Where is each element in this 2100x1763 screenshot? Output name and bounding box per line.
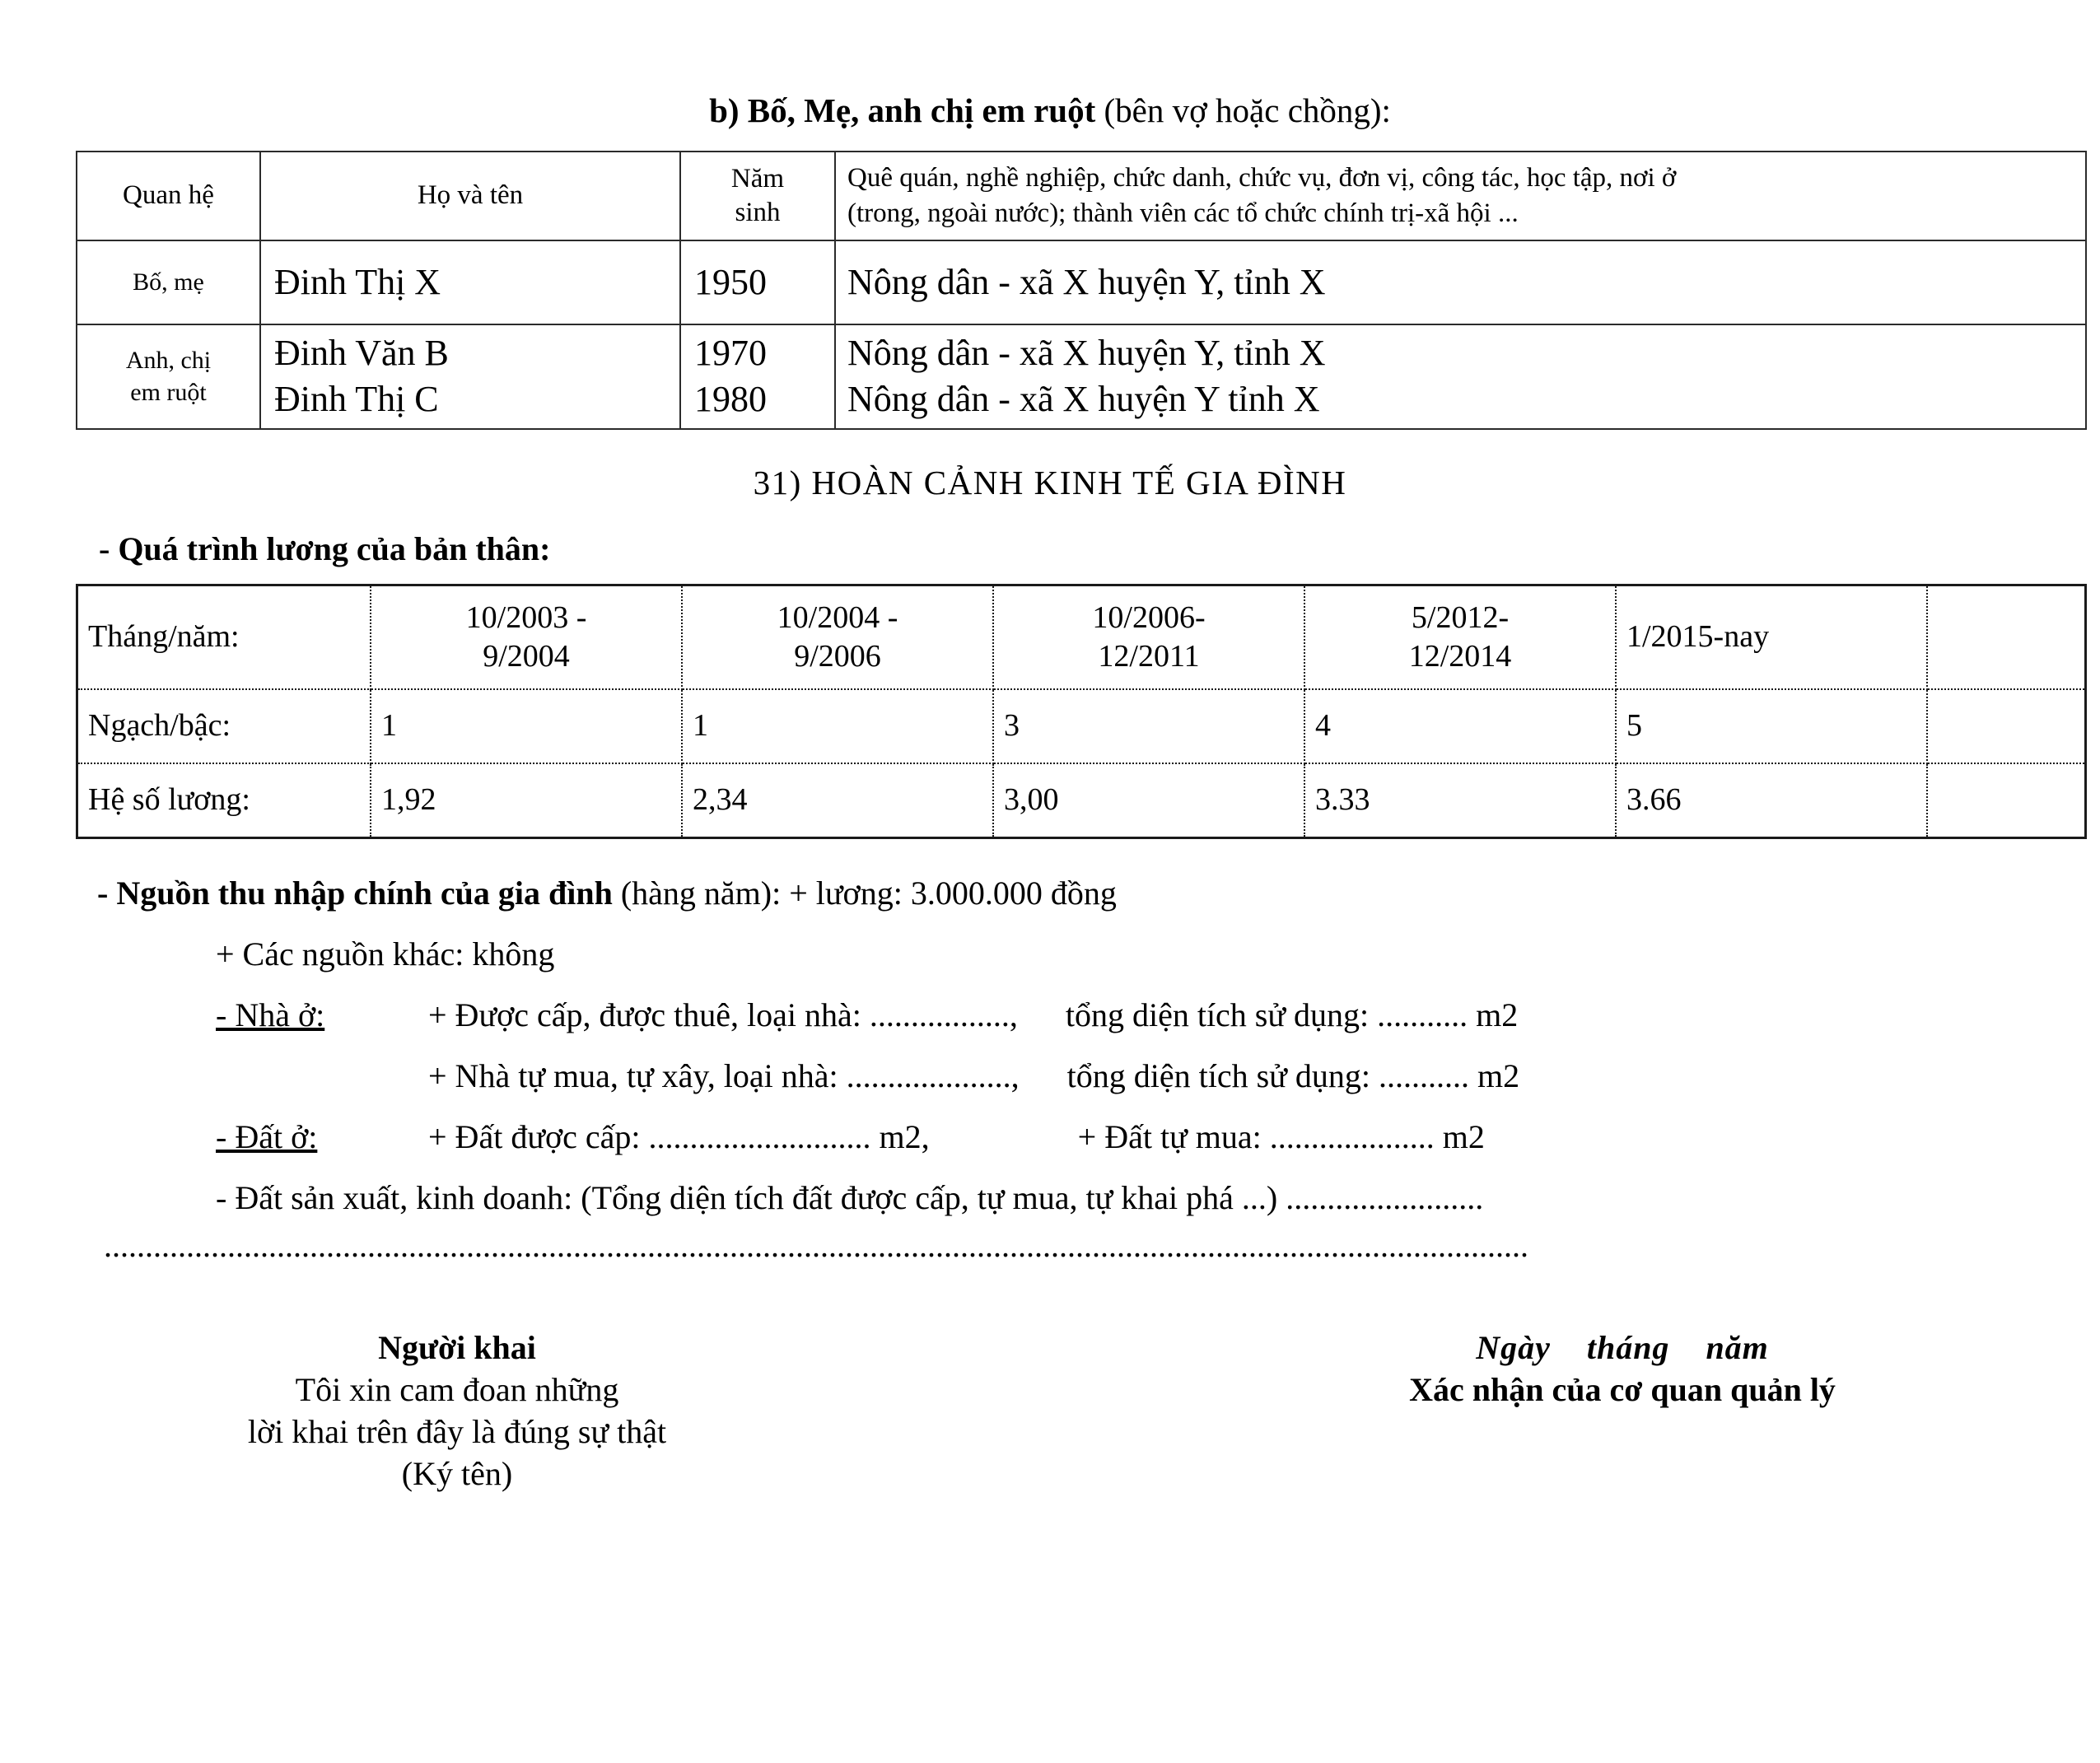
signature-left-line3: (Ký tên) bbox=[401, 1455, 513, 1493]
header-birthyear bbox=[680, 152, 835, 240]
dotted-fill-line: ............................................................................................................................................................................. bbox=[104, 1226, 1528, 1262]
income-other-sources: + Các nguồn khác: không bbox=[216, 935, 555, 972]
table-row bbox=[77, 240, 2086, 324]
row-year-parents: 1950 bbox=[680, 240, 835, 324]
salary-period-4-line2: 12/2014 bbox=[1408, 638, 1512, 674]
salary-period-1 bbox=[371, 585, 682, 689]
signature-date-line bbox=[1235, 1327, 2009, 1369]
row-relation-parents: Bố, mẹ bbox=[77, 240, 260, 324]
sibling-details-2: Nông dân - xã X huyện Y tỉnh X bbox=[847, 379, 1320, 420]
salary-coefficient-row bbox=[77, 763, 2086, 838]
salary-period-3-line1: 10/2006- bbox=[1092, 600, 1206, 636]
salary-process-heading: - Quá trình lương của bản thân: bbox=[99, 529, 551, 567]
signature-date-year: năm bbox=[1706, 1328, 1769, 1366]
signature-date-month: tháng bbox=[1586, 1328, 1670, 1366]
salary-coefficient-3: 3,00 bbox=[993, 763, 1304, 838]
income-main-line bbox=[0, 839, 2100, 913]
section-31-title: 31) HOÀN CẢNH KINH TẾ GIA ĐÌNH bbox=[753, 463, 1347, 501]
housing-line2-a: + Nhà tự mua, tự xây, loại nhà: ...................., bbox=[428, 1056, 1020, 1094]
header-details-line2: (trong, ngoài nước); thành viên các tổ chức chính trị-xã hội ... bbox=[847, 198, 1519, 228]
header-fullname: Họ và tên bbox=[260, 152, 680, 240]
header-birthyear-line1: Năm bbox=[730, 163, 785, 194]
salary-coefficient-1: 1,92 bbox=[371, 763, 682, 838]
signature-left-line1: Tôi xin cam đoan những bbox=[295, 1370, 619, 1408]
relatives-table bbox=[76, 151, 2087, 429]
signature-left-line2: lời khai trên đây là đúng sự thật bbox=[247, 1412, 667, 1450]
salary-coefficient-2: 2,34 bbox=[682, 763, 993, 838]
header-relation: Quan hệ bbox=[77, 152, 260, 240]
salary-coefficient-6 bbox=[1927, 763, 2086, 838]
salary-period-3 bbox=[993, 585, 1304, 689]
section-b-heading bbox=[0, 0, 2100, 129]
relatives-table-header-row bbox=[77, 152, 2086, 240]
salary-period-1-line1: 10/2003 - bbox=[465, 600, 587, 636]
row-details-siblings bbox=[835, 324, 2086, 429]
income-main-rest: (hàng năm): + lương: 3.000.000 đồng bbox=[612, 874, 1117, 912]
section-b-heading-normal: (bên vợ hoặc chồng): bbox=[1095, 91, 1391, 129]
table-row bbox=[77, 324, 2086, 429]
header-details-line1: Quê quán, nghề nghiệp, chức danh, chức vụ, đơn vị, công tác, học tập, nơi ở bbox=[847, 163, 1677, 194]
housing-line2-b: tổng diện tích sử dụng: ........... m2 bbox=[1066, 1056, 1520, 1094]
sibling-year-1: 1970 bbox=[694, 332, 767, 373]
salary-coefficient-4: 3.33 bbox=[1304, 763, 1616, 838]
sibling-details-1: Nông dân - xã X huyện Y, tỉnh X bbox=[847, 332, 1326, 373]
salary-grade-1: 1 bbox=[371, 689, 682, 763]
row-year-siblings bbox=[680, 324, 835, 429]
sibling-name-1: Đinh Văn B bbox=[274, 332, 449, 373]
salary-period-2-line1: 10/2004 - bbox=[777, 600, 898, 636]
salary-period-2 bbox=[682, 585, 993, 689]
land-row bbox=[0, 1096, 2100, 1157]
salary-table bbox=[76, 584, 2087, 839]
row-name-parents: Đinh Thị X bbox=[260, 240, 680, 324]
land-label: - Đất ở: bbox=[216, 1117, 318, 1155]
row-details-parents: Nông dân - xã X huyện Y, tỉnh X bbox=[835, 240, 2086, 324]
salary-period-2-line2: 9/2006 bbox=[794, 638, 881, 674]
signature-left-title: Người khai bbox=[378, 1328, 536, 1366]
salary-period-row bbox=[77, 585, 2086, 689]
sibling-year-2: 1980 bbox=[694, 379, 767, 420]
salary-period-5-line1: 1/2015-nay bbox=[1626, 619, 1770, 655]
row-name-siblings bbox=[260, 324, 680, 429]
salary-grade-3: 3 bbox=[993, 689, 1304, 763]
signature-right bbox=[1235, 1327, 2009, 1411]
salary-row-label-coefficient: Hệ số lương: bbox=[77, 763, 371, 838]
salary-period-6 bbox=[1927, 585, 2086, 689]
signature-date-day: Ngày bbox=[1476, 1328, 1551, 1366]
salary-period-1-line2: 9/2004 bbox=[483, 638, 570, 674]
housing-line1-a: + Được cấp, được thuê, loại nhà: ................., bbox=[428, 996, 1018, 1033]
row-relation-siblings bbox=[77, 324, 260, 429]
section-b-heading-bold: b) Bố, Mẹ, anh chị em ruột bbox=[709, 91, 1096, 129]
salary-grade-4: 4 bbox=[1304, 689, 1616, 763]
housing-row-2 bbox=[0, 1035, 2100, 1096]
salary-grade-6 bbox=[1927, 689, 2086, 763]
production-land-line: - Đất sản xuất, kinh doanh: (Tổng diện tích đất được cấp, tự mua, tự khai phá ...) ........................ bbox=[216, 1178, 1484, 1216]
salary-period-5 bbox=[1616, 585, 1927, 689]
housing-line1-b: tổng diện tích sử dụng: ........... m2 bbox=[1065, 996, 1519, 1033]
salary-grade-row bbox=[77, 689, 2086, 763]
land-line-b: + Đất tự mua: .................... m2 bbox=[1077, 1117, 1485, 1155]
sibling-name-2: Đinh Thị C bbox=[274, 379, 439, 420]
salary-period-3-line2: 12/2011 bbox=[1098, 638, 1200, 674]
income-main-bold: - Nguồn thu nhập chính của gia đình bbox=[97, 874, 613, 912]
salary-row-label-grade: Ngạch/bậc: bbox=[77, 689, 371, 763]
signature-left bbox=[161, 1327, 754, 1495]
salary-row-label-period: Tháng/năm: bbox=[77, 585, 371, 689]
land-line-a: + Đất được cấp: ........................... m2, bbox=[428, 1117, 930, 1155]
row-relation-siblings-line1: Anh, chị bbox=[125, 347, 212, 375]
row-relation-siblings-line2: em ruột bbox=[130, 379, 207, 407]
signature-right-title: Xác nhận của cơ quan quản lý bbox=[1409, 1370, 1836, 1408]
salary-period-4-line1: 5/2012- bbox=[1411, 600, 1510, 636]
salary-period-4 bbox=[1304, 585, 1616, 689]
header-details bbox=[835, 152, 2086, 240]
signature-block bbox=[0, 1327, 2100, 1582]
salary-grade-2: 1 bbox=[682, 689, 993, 763]
header-birthyear-line2: sinh bbox=[735, 197, 781, 227]
salary-grade-5: 5 bbox=[1616, 689, 1927, 763]
housing-label: - Nhà ở: bbox=[216, 996, 325, 1033]
salary-coefficient-5: 3.66 bbox=[1616, 763, 1927, 838]
housing-row-1 bbox=[0, 974, 2100, 1035]
